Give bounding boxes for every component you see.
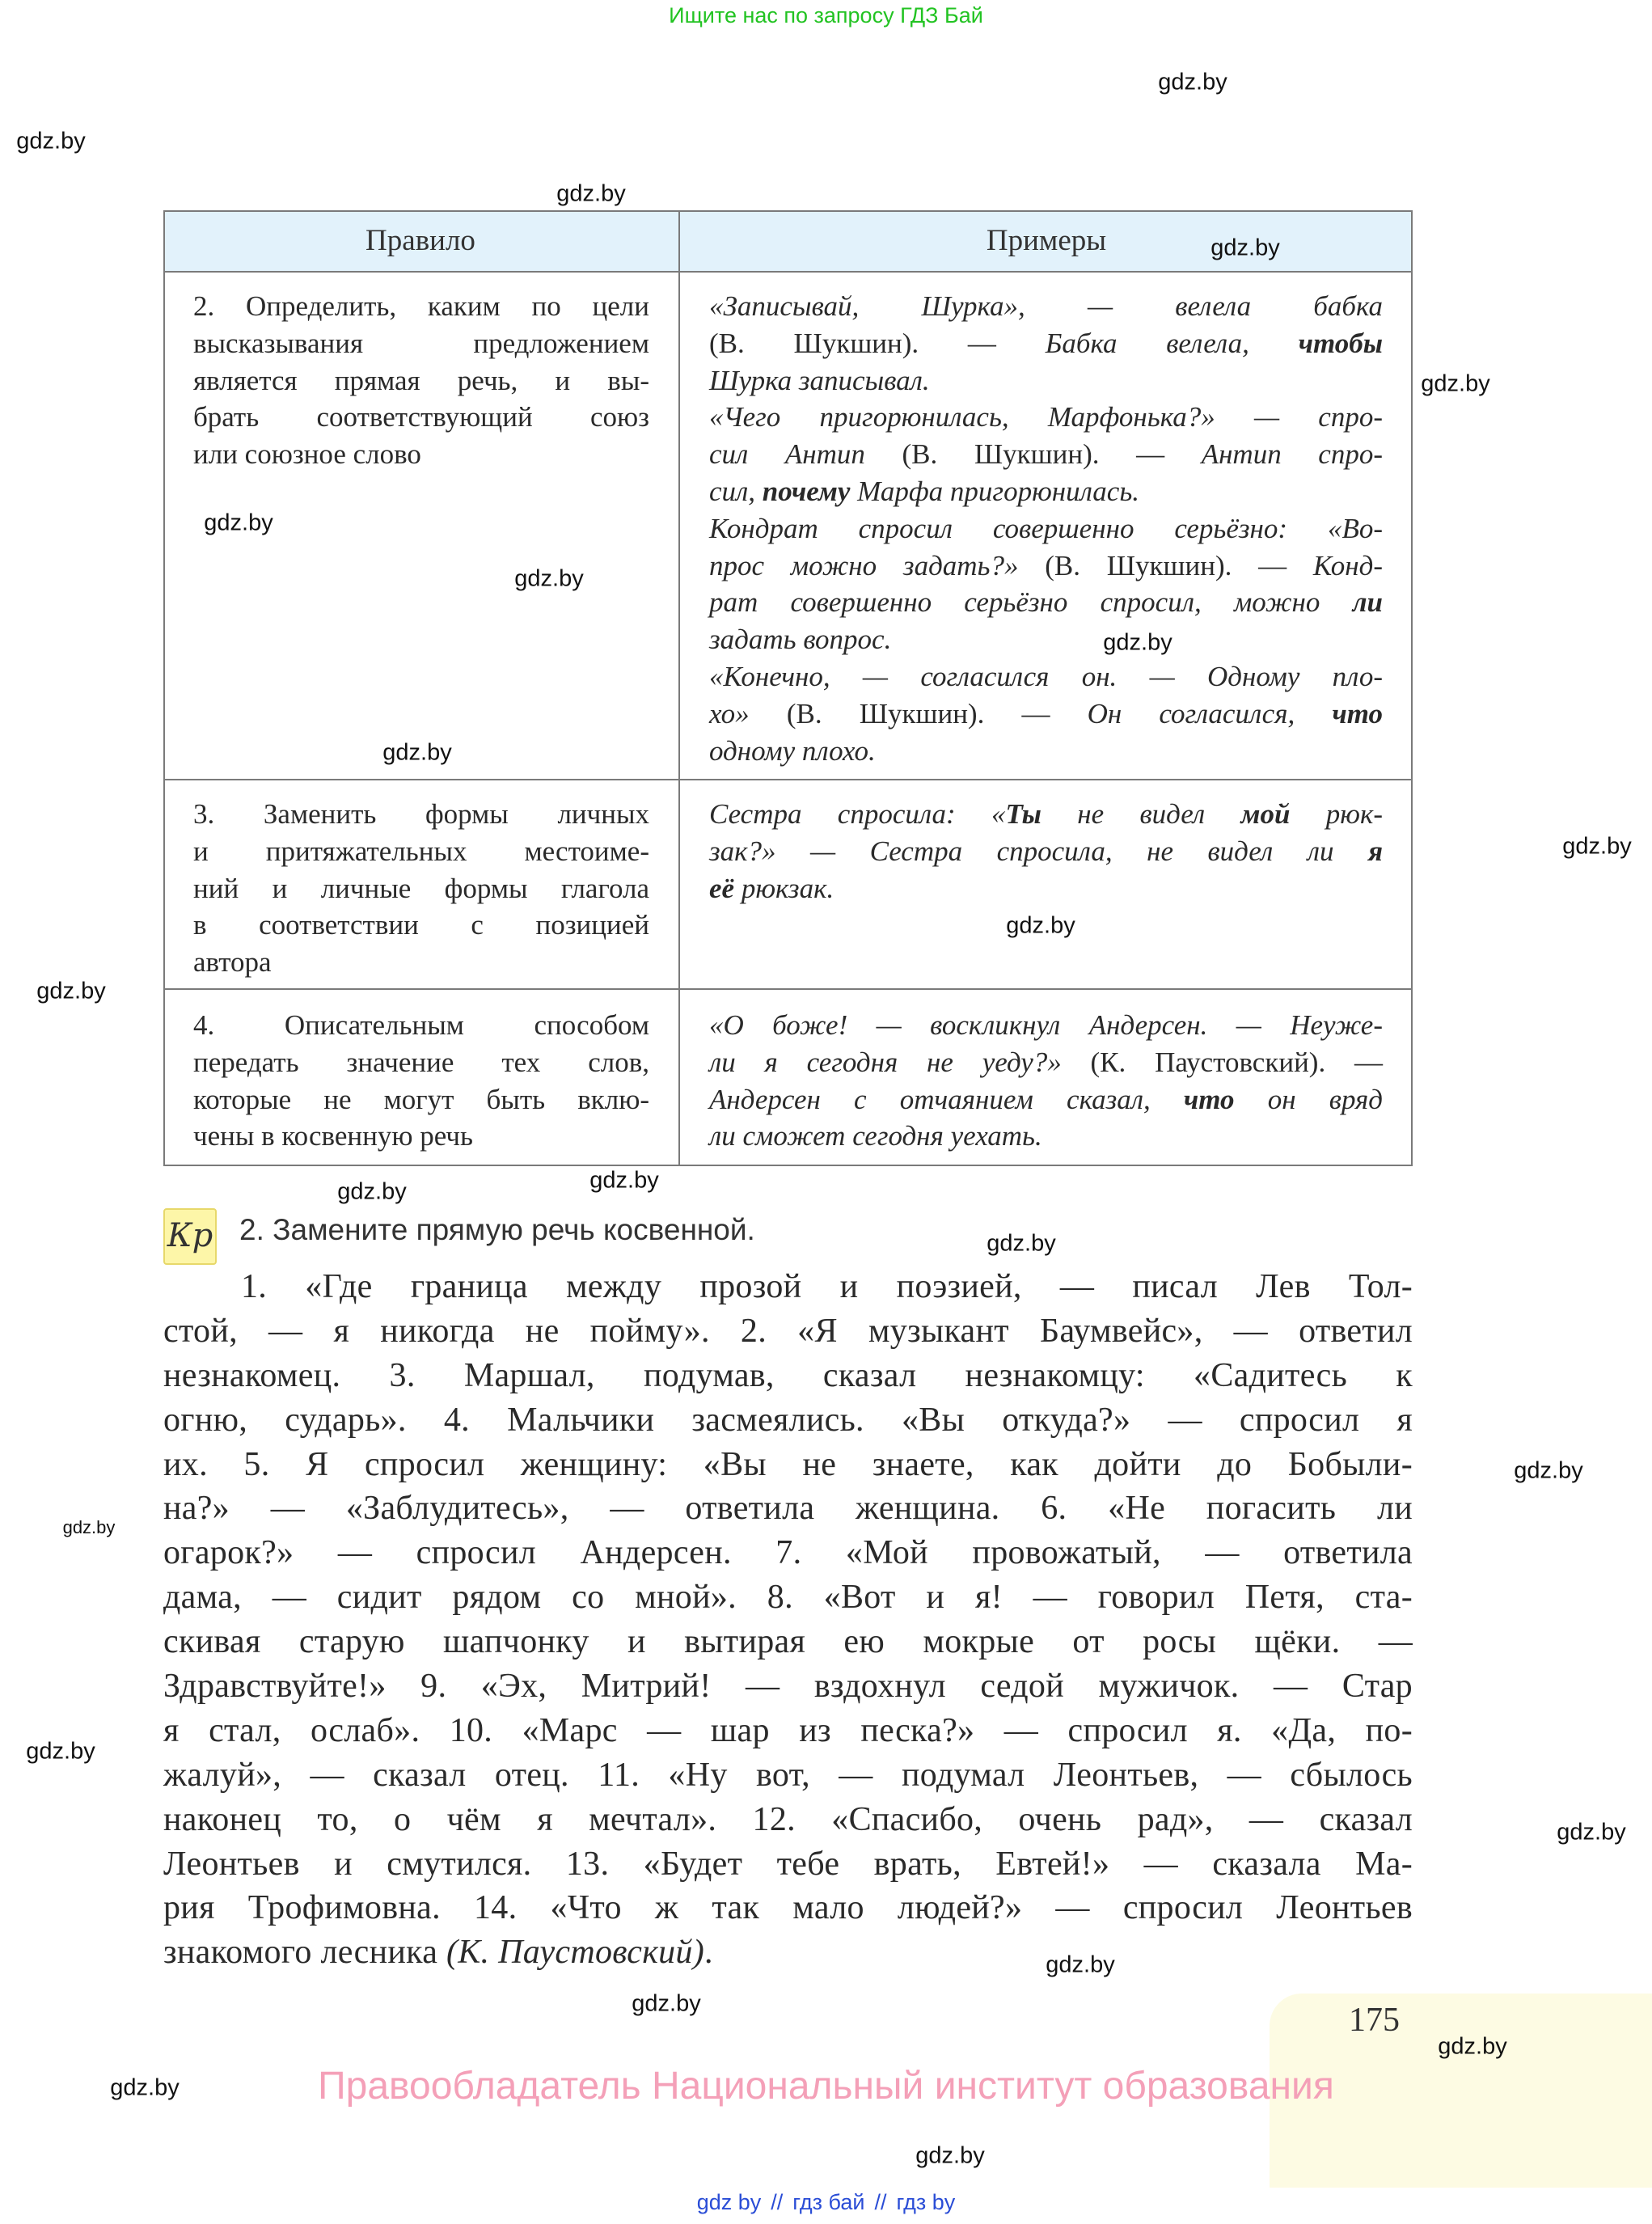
- text-segment: в соответствии с позицией: [193, 909, 649, 941]
- watermark: gdz.by: [1438, 2033, 1507, 2060]
- example-cell: [709, 796, 1383, 907]
- text-segment: Конд-: [1312, 549, 1383, 581]
- watermark: gdz.by: [1557, 1819, 1626, 1846]
- text-segment: высказывания предложением: [193, 327, 649, 359]
- exercise-text: [163, 1265, 1413, 1975]
- text-line: [163, 1531, 1413, 1575]
- text-line: [163, 1798, 1413, 1842]
- text-segment: на?» — «Заблудитесь», — ответила женщина. 6. «Не погасить ли: [163, 1490, 1413, 1528]
- watermark: gdz.by: [1006, 912, 1075, 939]
- text-line: [709, 510, 1383, 548]
- text-line: [163, 1930, 1413, 1975]
- watermark: gdz.by: [110, 2074, 180, 2101]
- text-segment: 4. Описательным способом: [193, 1009, 649, 1041]
- text-segment: задать вопрос.: [709, 624, 892, 656]
- watermark: gdz.by: [62, 1517, 116, 1537]
- text-segment: зак?» — Сестра спросила, не видел ли: [709, 835, 1368, 867]
- text-line: [193, 833, 649, 870]
- text-segment: 1. «Где граница между прозой и поэзией, — писал Лев Тол-: [241, 1268, 1413, 1305]
- footer-separator: //: [874, 2190, 887, 2214]
- row-divider: [163, 779, 1413, 780]
- text-line: [193, 1007, 649, 1044]
- text-segment: Кондрат спросил совершенно серьёзно: «Во-: [709, 512, 1383, 544]
- text-segment: (К. Паустовский): [446, 1934, 705, 1972]
- text-segment: Бабка велела,: [1045, 327, 1299, 359]
- header-rule: Правило: [365, 224, 475, 257]
- watermark: gdz.by: [589, 1167, 659, 1194]
- text-line: [709, 833, 1383, 870]
- text-line: [709, 1118, 1383, 1155]
- text-line: [709, 658, 1383, 696]
- header-examples: Примеры: [986, 224, 1107, 257]
- text-line: [163, 1886, 1413, 1930]
- text-segment: их. 5. Я спросил женщину: «Вы не знаете, как дойти до Бобыли-: [163, 1445, 1413, 1483]
- text-segment: ли сможет сегодня уехать.: [709, 1120, 1042, 1152]
- text-segment: ний и личные формы глагола: [193, 872, 649, 904]
- text-segment: является прямая речь, и вы-: [193, 364, 649, 396]
- text-line: [193, 1044, 649, 1081]
- watermark: gdz.by: [1158, 69, 1227, 95]
- text-line: [709, 796, 1383, 833]
- text-segment: не видел: [1041, 798, 1241, 830]
- text-line: [709, 288, 1383, 325]
- bold-text: я: [1367, 835, 1383, 867]
- text-segment: «Записывай, Шурка», — велела бабка: [709, 290, 1383, 322]
- watermark: gdz.by: [1103, 629, 1172, 656]
- text-segment: (В. Шукшин). —: [902, 438, 1202, 471]
- text-line: [193, 362, 649, 400]
- text-line: [163, 1443, 1413, 1487]
- text-segment: рат совершенно серьёзно спросил, можно: [709, 586, 1353, 619]
- text-line: [193, 399, 649, 436]
- text-line: [709, 362, 1383, 400]
- text-line: [163, 1354, 1413, 1398]
- text-line: [163, 1575, 1413, 1620]
- text-line: [193, 436, 649, 473]
- watermark: gdz.by: [1514, 1457, 1583, 1484]
- text-segment: одному плохо.: [709, 734, 876, 767]
- text-line: [163, 1309, 1413, 1354]
- footer-link[interactable]: gdz by: [696, 2190, 762, 2214]
- watermark: gdz.by: [632, 1990, 701, 2017]
- column-divider: [678, 210, 680, 1166]
- text-line: [193, 944, 649, 981]
- text-segment: Марфа пригорюнилась.: [850, 475, 1140, 507]
- text-segment: хо»: [709, 697, 787, 729]
- text-line: [709, 325, 1383, 362]
- watermark: gdz.by: [1562, 833, 1632, 860]
- text-line: [193, 325, 649, 362]
- text-segment: (В. Шукшин). —: [1045, 549, 1313, 581]
- text-segment: наконец то, о чём я мечтал». 12. «Спасибо, очень рад», — сказал: [163, 1800, 1413, 1838]
- text-line: [709, 436, 1383, 473]
- text-segment: (К. Паустовский). —: [1090, 1046, 1383, 1078]
- text-line: [709, 548, 1383, 585]
- row-divider: [163, 988, 1413, 990]
- text-segment: незнакомец. 3. Маршал, подумав, сказал незнакомцу: «Садитесь к: [163, 1356, 1413, 1394]
- text-line: [709, 733, 1383, 770]
- example-cell: [709, 288, 1383, 769]
- text-line: [163, 1709, 1413, 1753]
- text-segment: которые не могут быть вклю-: [193, 1083, 649, 1115]
- watermark: gdz.by: [382, 739, 452, 766]
- watermark: gdz.by: [337, 1178, 407, 1205]
- bold-text: мой: [1240, 798, 1291, 830]
- footer-link[interactable]: гдз by: [896, 2190, 956, 2214]
- text-segment: (В. Шукшин). —: [786, 697, 1088, 729]
- text-line: [163, 1486, 1413, 1531]
- text-segment: Антип спро-: [1201, 438, 1383, 471]
- text-line: [709, 1044, 1383, 1081]
- text-segment: прос можно задать?»: [709, 549, 1046, 581]
- watermark: gdz.by: [1421, 370, 1490, 397]
- text-segment: огню, сударь». 4. Мальчики засмеялись. «Вы откуда?» — спросил я: [163, 1401, 1413, 1439]
- bold-text: ли: [1352, 586, 1383, 619]
- text-line: [709, 399, 1383, 436]
- text-segment: дама, — сидит рядом со мной». 8. «Вот и я! — говорил Петя, ста-: [163, 1579, 1413, 1617]
- bold-text: чтобы: [1298, 327, 1383, 359]
- text-segment: или союзное слово: [193, 438, 421, 471]
- text-segment: Здравствуйте!» 9. «Эх, Митрий! — вздохнул седой мужичок. — Стар: [163, 1668, 1413, 1706]
- text-line: [709, 473, 1383, 510]
- bold-text: что: [1332, 697, 1383, 729]
- text-line: [709, 1081, 1383, 1118]
- exercise-task: 2. Замените прямую речь косвенной.: [239, 1213, 755, 1246]
- watermark: gdz.by: [36, 978, 106, 1004]
- control-work-badge-icon: Кр: [163, 1208, 217, 1265]
- text-segment: скивая старую шапчонку и вытирая ею мокрые от росы щёки. —: [163, 1623, 1413, 1661]
- text-segment: автора: [193, 946, 272, 979]
- text-segment: 3. Заменить формы личных: [193, 798, 649, 830]
- text-line: [163, 1664, 1413, 1709]
- text-line: [163, 1753, 1413, 1798]
- watermark: gdz.by: [915, 2142, 985, 2169]
- text-line: [709, 1007, 1383, 1044]
- bold-text: Ты: [1005, 798, 1041, 830]
- text-segment: Шурка записывал.: [709, 364, 930, 396]
- text-segment: (В. Шукшин). —: [709, 327, 1046, 359]
- text-segment: передать значение тех слов,: [193, 1046, 649, 1078]
- text-segment: «Чего пригорюнилась, Марфонька?» — спро-: [709, 401, 1383, 433]
- text-segment: Он согласился,: [1087, 697, 1333, 729]
- text-segment: брать соответствующий союз: [193, 401, 649, 433]
- watermark: gdz.by: [556, 180, 626, 207]
- text-segment: я стал, ослаб». 10. «Марс — шар из песка?» — спросил я. «Да, по-: [163, 1711, 1413, 1749]
- text-segment: «О боже! — воскликнул Андерсен. — Неуже-: [709, 1009, 1383, 1041]
- text-line: [193, 1081, 649, 1118]
- text-line: [193, 288, 649, 325]
- text-line: [163, 1620, 1413, 1664]
- watermark: gdz.by: [26, 1738, 95, 1765]
- text-segment: ли я сегодня не уеду?»: [709, 1046, 1091, 1078]
- rule-cell: [193, 796, 649, 981]
- text-line: [709, 621, 1383, 658]
- text-segment: огарок?» — спросил Андерсен. 7. «Мой провожатый, — ответила: [163, 1534, 1413, 1572]
- text-segment: Андерсен с отчаянием сказал,: [709, 1083, 1184, 1115]
- example-cell: [709, 1007, 1383, 1155]
- watermark: gdz.by: [1210, 235, 1280, 261]
- text-line: [193, 796, 649, 833]
- text-segment: рюкзак.: [734, 872, 834, 904]
- text-line: [709, 870, 1383, 907]
- text-segment: жалуй», — сказал отец. 11. «Ну вот, — подумал Леонтьев, — сбылось: [163, 1756, 1413, 1794]
- text-segment: рия Трофимовна. 14. «Что ж так мало людей?» — спросил Леонтьев: [163, 1889, 1413, 1927]
- watermark: gdz.by: [204, 509, 273, 536]
- bold-text: её: [709, 872, 735, 904]
- text-line: [163, 1398, 1413, 1443]
- text-segment: «Конечно, — согласился он. — Одному пло-: [709, 660, 1383, 692]
- rule-cell: [193, 1007, 649, 1155]
- footer-separator: //: [771, 2190, 784, 2214]
- text-segment: Сестра спросила: «: [709, 798, 1006, 830]
- text-segment: рюк-: [1290, 798, 1383, 830]
- watermark: gdz.by: [514, 565, 584, 592]
- text-segment: сил,: [709, 475, 763, 507]
- text-line: [163, 1842, 1413, 1887]
- bold-text: что: [1183, 1083, 1235, 1115]
- text-segment: стой, — я никогда не пойму». 2. «Я музыкант Баумвейс», — ответил: [163, 1312, 1413, 1350]
- text-segment: Леонтьев и смутился. 13. «Будет тебе врать, Евтей!» — сказала Ма-: [163, 1845, 1413, 1883]
- watermark: gdz.by: [987, 1230, 1056, 1257]
- text-line: [193, 907, 649, 944]
- footer-link[interactable]: гдз бай: [792, 2190, 865, 2214]
- text-line: [709, 696, 1383, 733]
- text-segment: знакомого лесника: [163, 1934, 446, 1972]
- rule-cell: [193, 288, 649, 473]
- copyright-notice: Правообладатель Национальный институт образования: [318, 2065, 1334, 2108]
- text-line: [709, 584, 1383, 621]
- text-segment: .: [704, 1934, 713, 1972]
- bold-text: почему: [762, 475, 851, 507]
- footer-links: [0, 2190, 1652, 2215]
- watermark: gdz.by: [16, 128, 86, 154]
- text-segment: и притяжательных местоиме-: [193, 835, 649, 867]
- text-line: [163, 1265, 1413, 1309]
- watermark: gdz.by: [1046, 1951, 1115, 1978]
- text-segment: 2. Определить, каким по цели: [193, 290, 649, 322]
- text-segment: он вряд: [1234, 1083, 1383, 1115]
- text-line: [193, 1118, 649, 1155]
- search-banner[interactable]: Ищите нас по запросу ГДЗ Бай: [669, 3, 983, 27]
- text-segment: чены в косвенную речь: [193, 1120, 473, 1152]
- page-number: 175: [1349, 2002, 1400, 2039]
- text-segment: сил Антип: [709, 438, 902, 471]
- text-line: [193, 870, 649, 907]
